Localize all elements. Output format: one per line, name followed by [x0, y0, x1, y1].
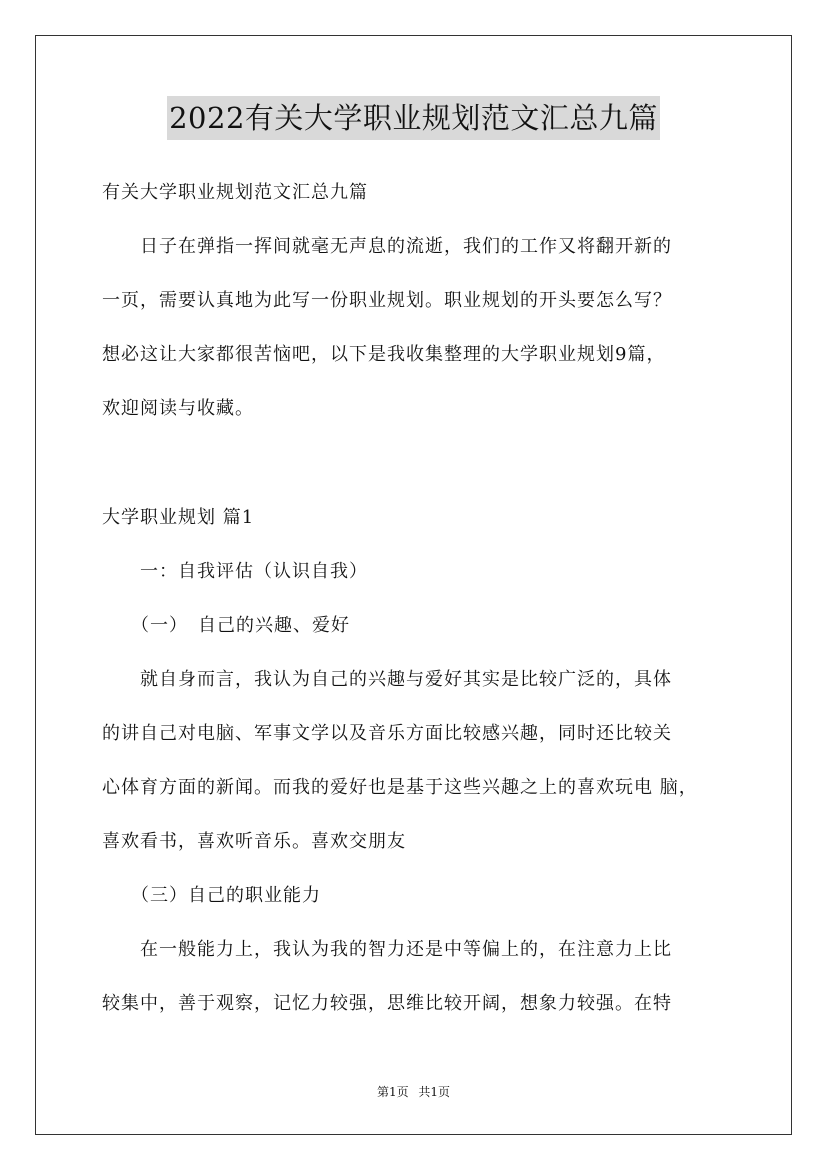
page-total: 共1页: [418, 1085, 451, 1099]
intro-line: 一页，需要认真地为此写一份职业规划。职业规划的开头要怎么写？: [102, 290, 672, 311]
page-footer: [0, 1084, 827, 1100]
ability-line: 在一般能力上，我认为我的智力还是中等偏上的，在注意力上比: [102, 939, 672, 960]
intro-line: 欢迎阅读与收藏。: [102, 398, 254, 419]
document-title: 2022有关大学职业规划范文汇总九篇: [167, 96, 660, 140]
interest-line: 心体育方面的新闻。而我的爱好也是基于这些兴趣之上的喜欢玩电 脑，: [102, 777, 698, 798]
sub-heading-interests: （一） 自己的兴趣、爱好: [102, 615, 350, 636]
page-number: 第1页: [376, 1085, 409, 1099]
interest-line: 就自身而言，我认为自己的兴趣与爱好其实是比较广泛的，具体: [102, 669, 672, 690]
document-subtitle: 有关大学职业规划范文汇总九篇: [102, 182, 368, 203]
title-wrap: [0, 96, 827, 140]
intro-line: 日子在弹指一挥间就毫无声息的流逝，我们的工作又将翻开新的: [102, 236, 672, 257]
part-one-heading: 一：自我评估（认识自我）: [102, 561, 368, 582]
sub-heading-abilities: （三）自己的职业能力: [102, 885, 321, 906]
intro-line: 想必这让大家都很苦恼吧，以下是我收集整理的大学职业规划9篇，: [102, 344, 666, 365]
interest-line: 喜欢看书，喜欢听音乐。喜欢交朋友: [102, 831, 406, 852]
ability-line: 较集中，善于观察，记忆力较强，思维比较开阔，想象力较强。在特: [102, 993, 672, 1014]
section-heading: 大学职业规划 篇1: [102, 507, 255, 528]
interest-line: 的讲自己对电脑、军事文学以及音乐方面比较感兴趣，同时还比较关: [102, 723, 672, 744]
